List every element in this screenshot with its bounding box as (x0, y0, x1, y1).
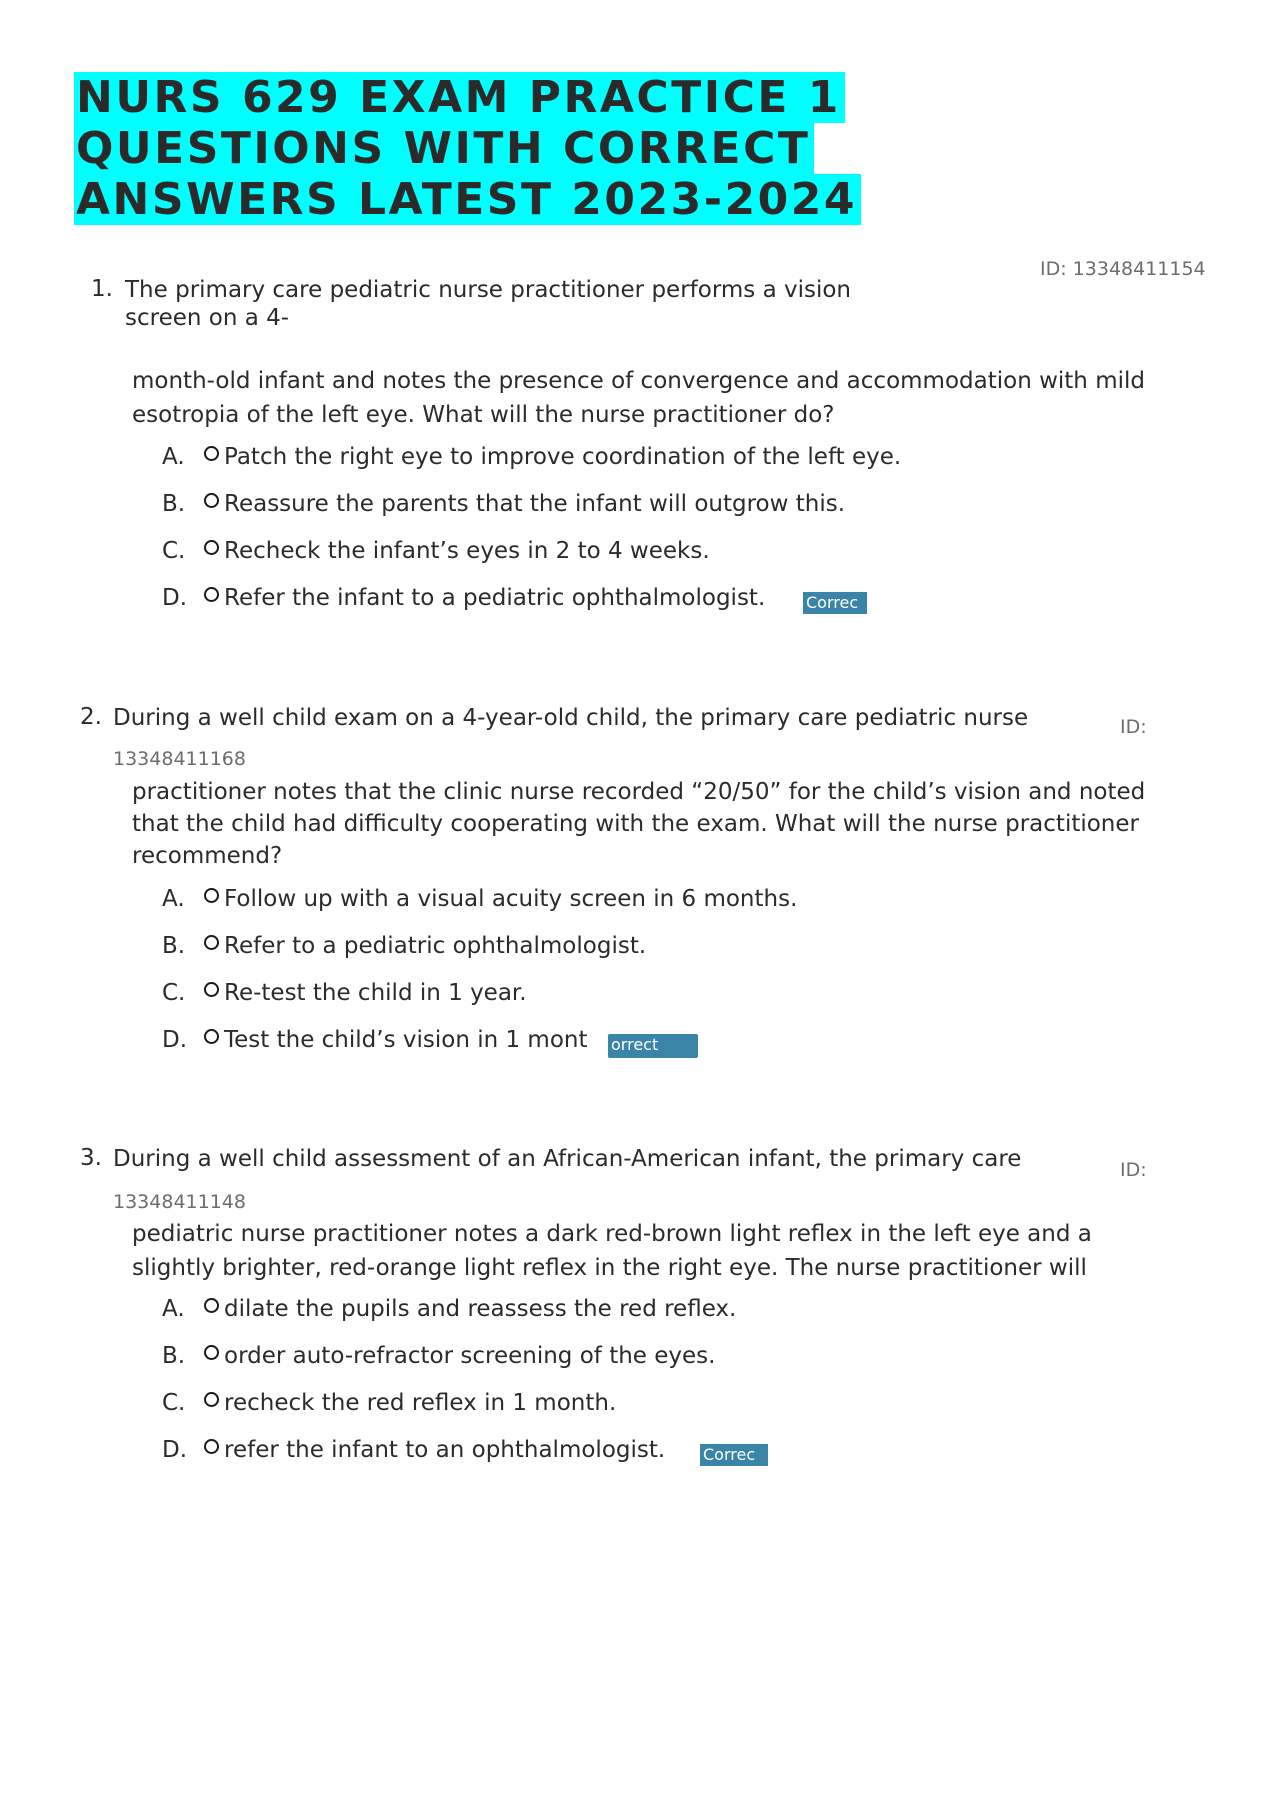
answer-option[interactable] (162, 538, 710, 568)
question-id-label: ID: (1120, 716, 1147, 738)
document-title (74, 72, 861, 225)
option-letter: C. (162, 1390, 186, 1416)
title-line-1: NURS 629 EXAM PRACTICE 1 (74, 72, 845, 123)
option-letter: A. (162, 1296, 185, 1322)
option-letter: D. (162, 1437, 188, 1463)
question-number: 3. (80, 1145, 102, 1171)
radio-button-icon[interactable] (204, 1439, 219, 1454)
question-lead: During a well child assessment of an African-American infant, the primary care (113, 1146, 1022, 1172)
radio-button-icon[interactable] (204, 587, 219, 602)
question-lead: During a well child exam on a 4-year-old child, the primary care pediatric nurse (113, 705, 1029, 731)
option-text: Re-test the child in 1 year. (224, 980, 527, 1006)
radio-button-icon[interactable] (204, 982, 219, 997)
question-id: 13348411148 (113, 1191, 246, 1213)
option-letter: A. (162, 886, 185, 912)
option-text: Reassure the parents that the infant will outgrow this. (224, 491, 846, 517)
answer-option[interactable] (162, 1027, 588, 1057)
radio-button-icon[interactable] (204, 540, 219, 555)
option-letter: B. (162, 1343, 186, 1369)
option-letter: B. (162, 933, 186, 959)
answer-option[interactable] (162, 1390, 616, 1420)
option-text: dilate the pupils and reassess the red reflex. (224, 1296, 737, 1322)
option-letter: C. (162, 980, 186, 1006)
answer-option[interactable] (162, 1296, 736, 1326)
option-text: Recheck the infant’s eyes in 2 to 4 weeks. (224, 538, 710, 564)
question-body: practitioner notes that the clinic nurse recorded “20/50” for the child’s vision and noted that the child had difficulty cooperating with the exam. What will the nurse practitioner recommend? (132, 779, 1146, 869)
option-text: Patch the right eye to improve coordination of the left eye. (224, 444, 902, 470)
radio-button-icon[interactable] (204, 1392, 219, 1407)
correct-answer-badge: orrect (608, 1034, 698, 1058)
answer-option[interactable] (162, 585, 765, 615)
option-letter: B. (162, 491, 186, 517)
radio-button-icon[interactable] (204, 935, 219, 950)
radio-button-icon[interactable] (204, 446, 219, 461)
option-letter: D. (162, 585, 188, 611)
correct-answer-badge: Correc (700, 1444, 768, 1466)
answer-option[interactable] (162, 491, 845, 521)
question-number: 1. (91, 276, 113, 302)
option-letter: D. (162, 1027, 188, 1053)
answer-option[interactable] (162, 1437, 665, 1467)
answer-option[interactable] (162, 980, 527, 1010)
radio-button-icon[interactable] (204, 1345, 219, 1360)
option-text: order auto-refractor screening of the eyes. (224, 1343, 716, 1369)
option-text: Test the child’s vision in 1 mont (224, 1027, 588, 1053)
answer-option[interactable] (162, 933, 646, 963)
question-lead-line: The primary care pediatric nurse practitioner performs a vision (125, 277, 852, 303)
question-body: month-old infant and notes the presence of convergence and accommodation with mild esotropia of the left eye. What will the nurse practitioner do? (132, 368, 1145, 428)
question-number: 2. (80, 704, 102, 730)
radio-button-icon[interactable] (204, 493, 219, 508)
correct-answer-badge: Correc (803, 592, 867, 614)
option-text: Refer the infant to a pediatric ophthalmologist. (224, 585, 766, 611)
option-letter: C. (162, 538, 186, 564)
answer-option[interactable] (162, 444, 901, 474)
title-line-2: QUESTIONS WITH CORRECT (74, 123, 814, 174)
question-id: ID: 13348411154 (1040, 258, 1206, 280)
question-body: pediatric nurse practitioner notes a dark red-brown light reflex in the left eye and a slightly brighter, red-orange light reflex in the right eye. The nurse practitioner will (132, 1221, 1092, 1281)
question-id: 13348411168 (113, 748, 246, 770)
radio-button-icon[interactable] (204, 1298, 219, 1313)
option-text: recheck the red reflex in 1 month. (224, 1390, 617, 1416)
answer-option[interactable] (162, 886, 797, 916)
option-text: Refer to a pediatric ophthalmologist. (224, 933, 647, 959)
option-letter: A. (162, 444, 185, 470)
question-lead-line: screen on a 4- (125, 305, 290, 331)
option-text: Follow up with a visual acuity screen in 6 months. (224, 886, 798, 912)
radio-button-icon[interactable] (204, 1029, 219, 1044)
radio-button-icon[interactable] (204, 888, 219, 903)
question-lead (125, 276, 851, 332)
option-text: refer the infant to an ophthalmologist. (224, 1437, 666, 1463)
answer-option[interactable] (162, 1343, 715, 1373)
title-line-3: ANSWERS LATEST 2023-2024 (74, 174, 861, 225)
question-id-label: ID: (1120, 1159, 1147, 1181)
